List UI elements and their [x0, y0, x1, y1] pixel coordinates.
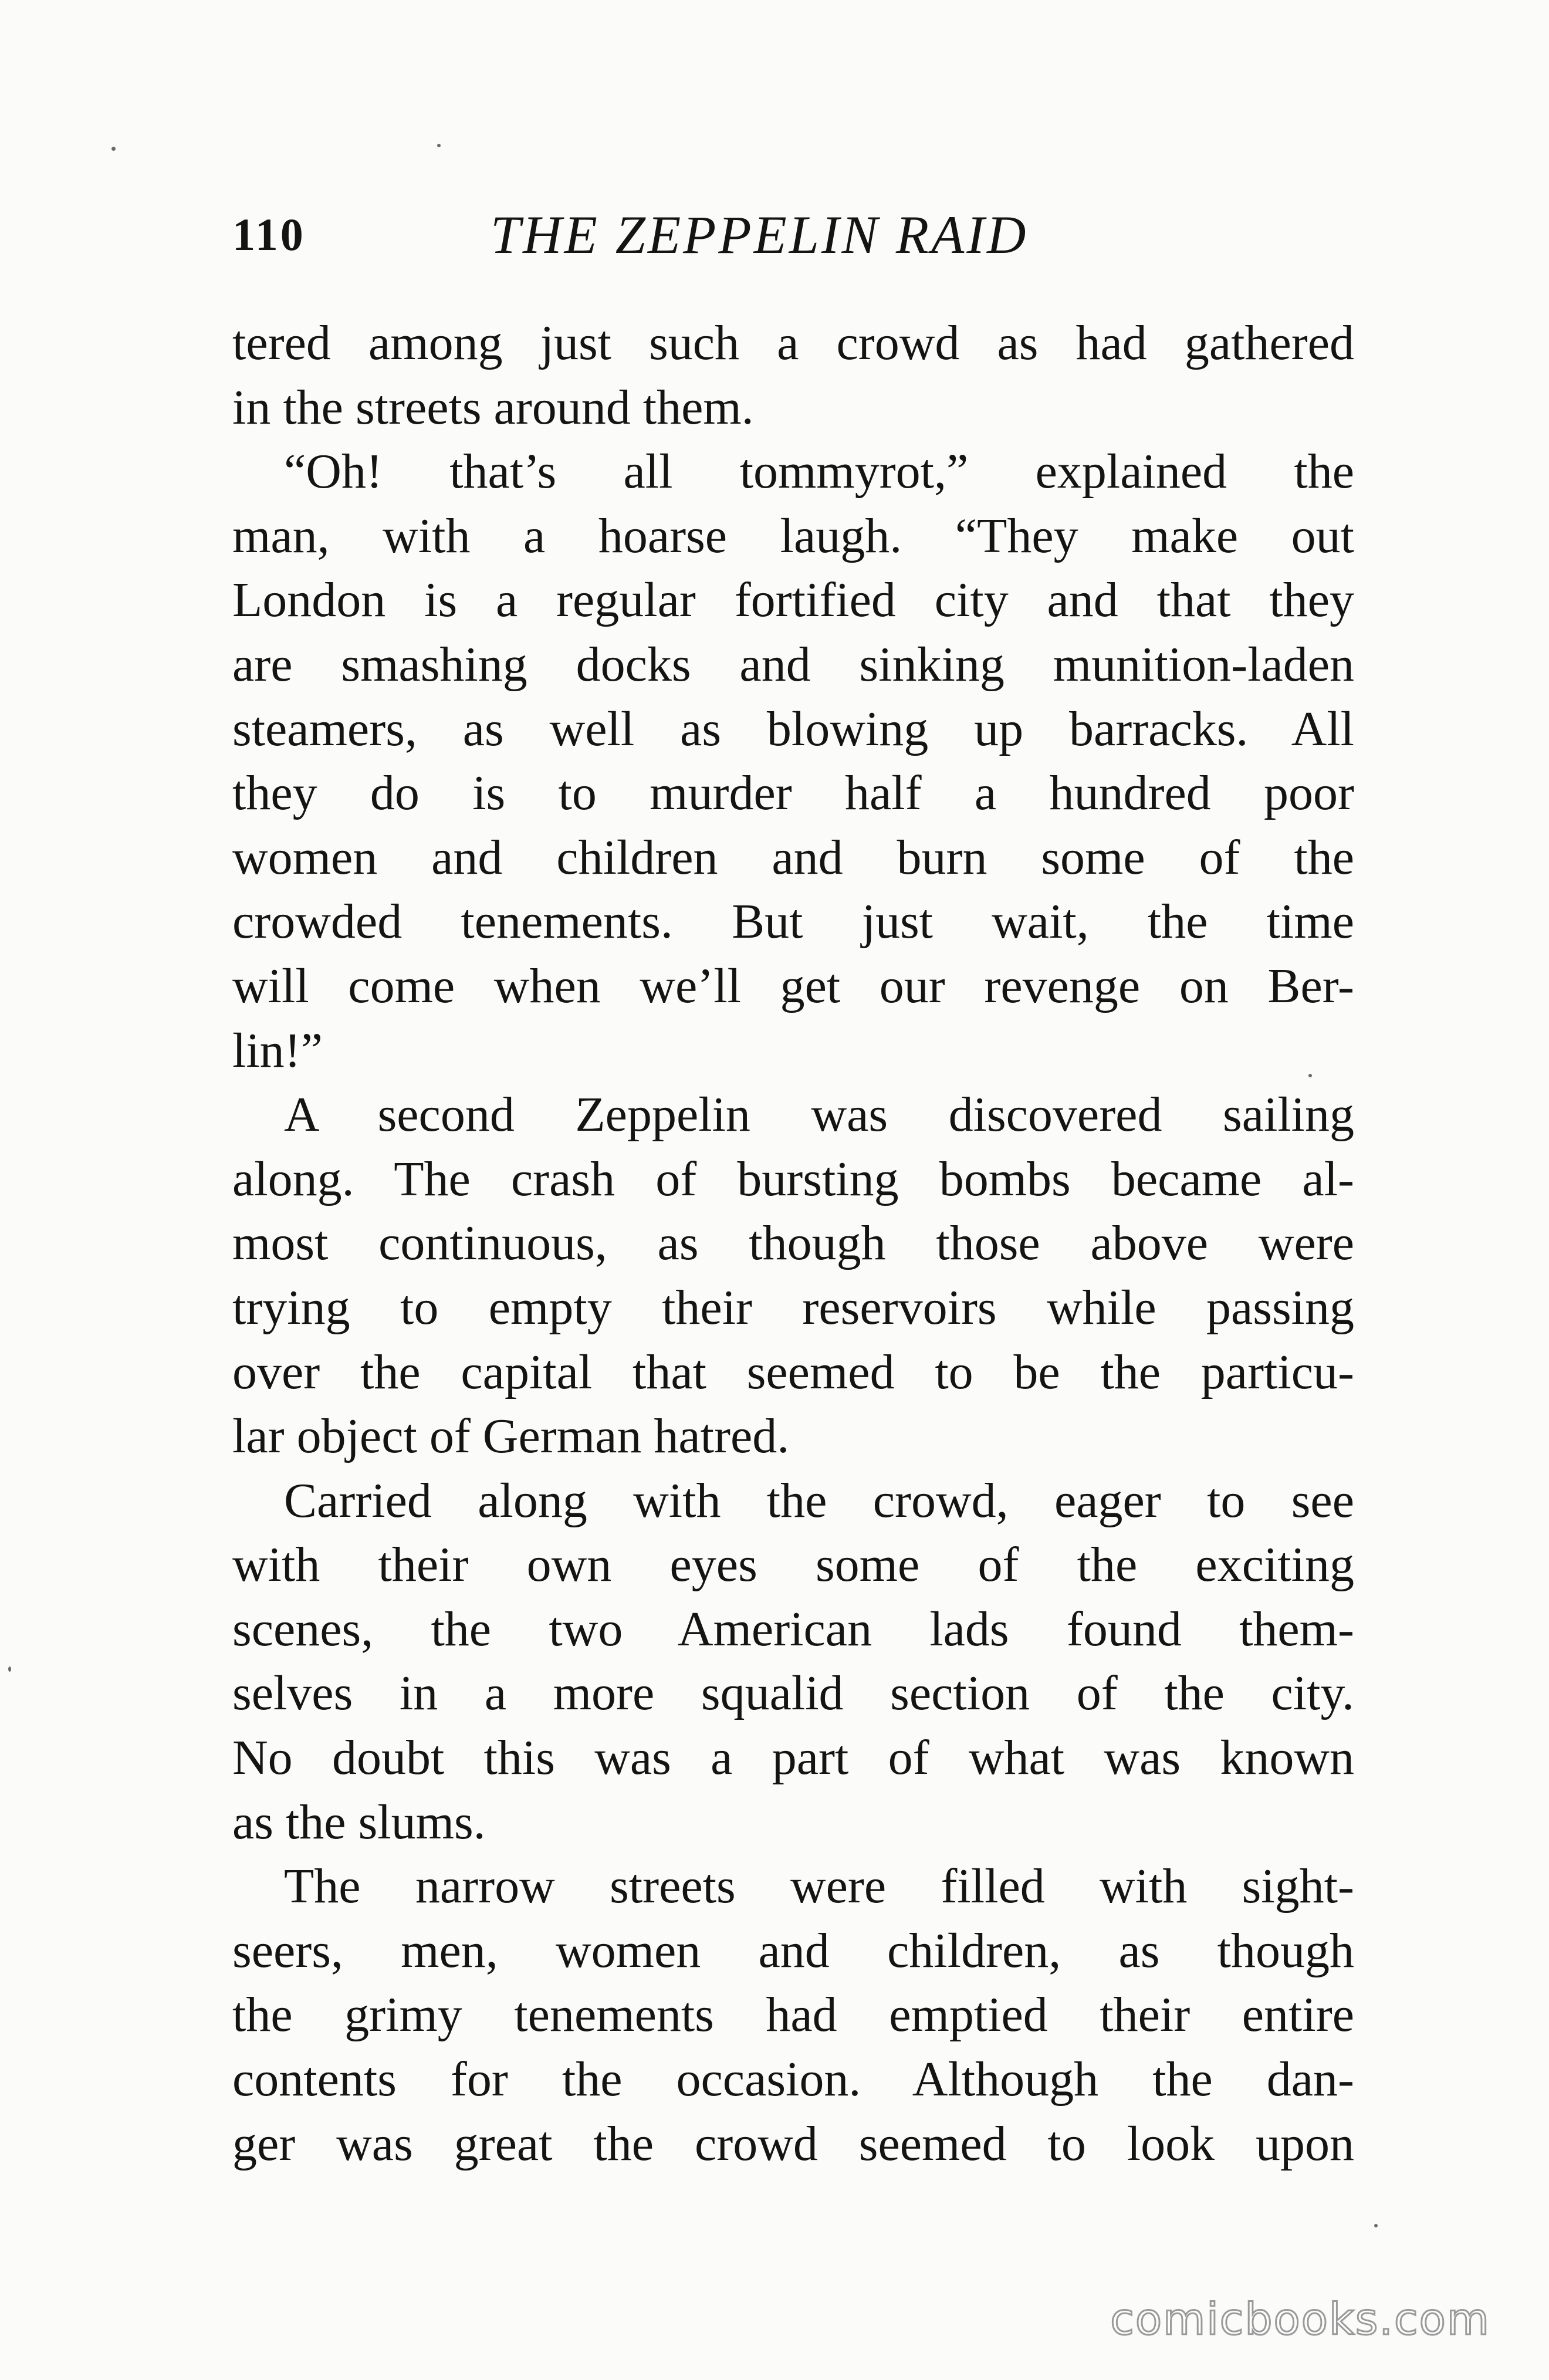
text-line: lar object of German hatred.: [232, 1409, 790, 1464]
text-line: lin!”: [232, 1023, 323, 1078]
text-line: tered among just such a crowd as had gathered: [232, 316, 1354, 370]
body-text: [232, 311, 1354, 2176]
page-number: 110: [232, 209, 306, 260]
running-title: THE ZEPPELIN RAID: [491, 205, 1029, 265]
text-line: selves in a more squalid section of the city.: [232, 1666, 1354, 1721]
text-line: over the capital that seemed to be the particu-: [232, 1344, 1354, 1399]
text-line: London is a regular fortified city and that they: [232, 573, 1354, 628]
text-line: in the streets around them.: [232, 380, 754, 435]
text-line: contents for the occasion. Although the dan-: [232, 2052, 1354, 2107]
text-line: women and children and burn some of the: [232, 830, 1354, 885]
text-line: “Oh! that’s all tommyrot,” explained the: [284, 444, 1354, 499]
text-line: man, with a hoarse laugh. “They make out: [232, 508, 1354, 563]
text-line: No doubt this was a part of what was known: [232, 1730, 1354, 1786]
text-line: steamers, as well as blowing up barracks. All: [232, 701, 1354, 756]
text-line: as the slums.: [232, 1794, 486, 1850]
text-line: crowded tenements. But just wait, the time: [232, 894, 1354, 949]
text-line: the grimy tenements had emptied their entire: [232, 1987, 1354, 2043]
text-line: ger was great the crowd seemed to look upon: [232, 2116, 1354, 2171]
page-header: [232, 200, 1359, 270]
text-line: seers, men, women and children, as though: [232, 1923, 1354, 1978]
text-line: A second Zeppelin was discovered sailing: [284, 1087, 1354, 1142]
text-line: most continuous, as though those above were: [232, 1216, 1354, 1271]
text-line: The narrow streets were filled with sight-: [284, 1859, 1354, 1914]
text-line: trying to empty their reservoirs while passing: [232, 1280, 1354, 1335]
text-line: they do is to murder half a hundred poor: [232, 766, 1354, 821]
scan-speck: [437, 144, 441, 147]
scan-speck: [111, 147, 116, 151]
watermark-logo: comicbooks.com: [1110, 2294, 1490, 2345]
scan-speck: [8, 1666, 11, 1672]
scan-speck: [1374, 2224, 1378, 2227]
text-line: with their own eyes some of the exciting: [232, 1537, 1354, 1593]
text-line: are smashing docks and sinking munition-laden: [232, 637, 1354, 692]
text-line: Carried along with the crowd, eager to see: [284, 1473, 1354, 1528]
text-line: will come when we’ll get our revenge on Ber-: [232, 958, 1354, 1013]
scan-speck: [1308, 1074, 1312, 1077]
text-line: along. The crash of bursting bombs became al-: [232, 1151, 1354, 1206]
text-line: scenes, the two American lads found them-: [232, 1601, 1354, 1656]
